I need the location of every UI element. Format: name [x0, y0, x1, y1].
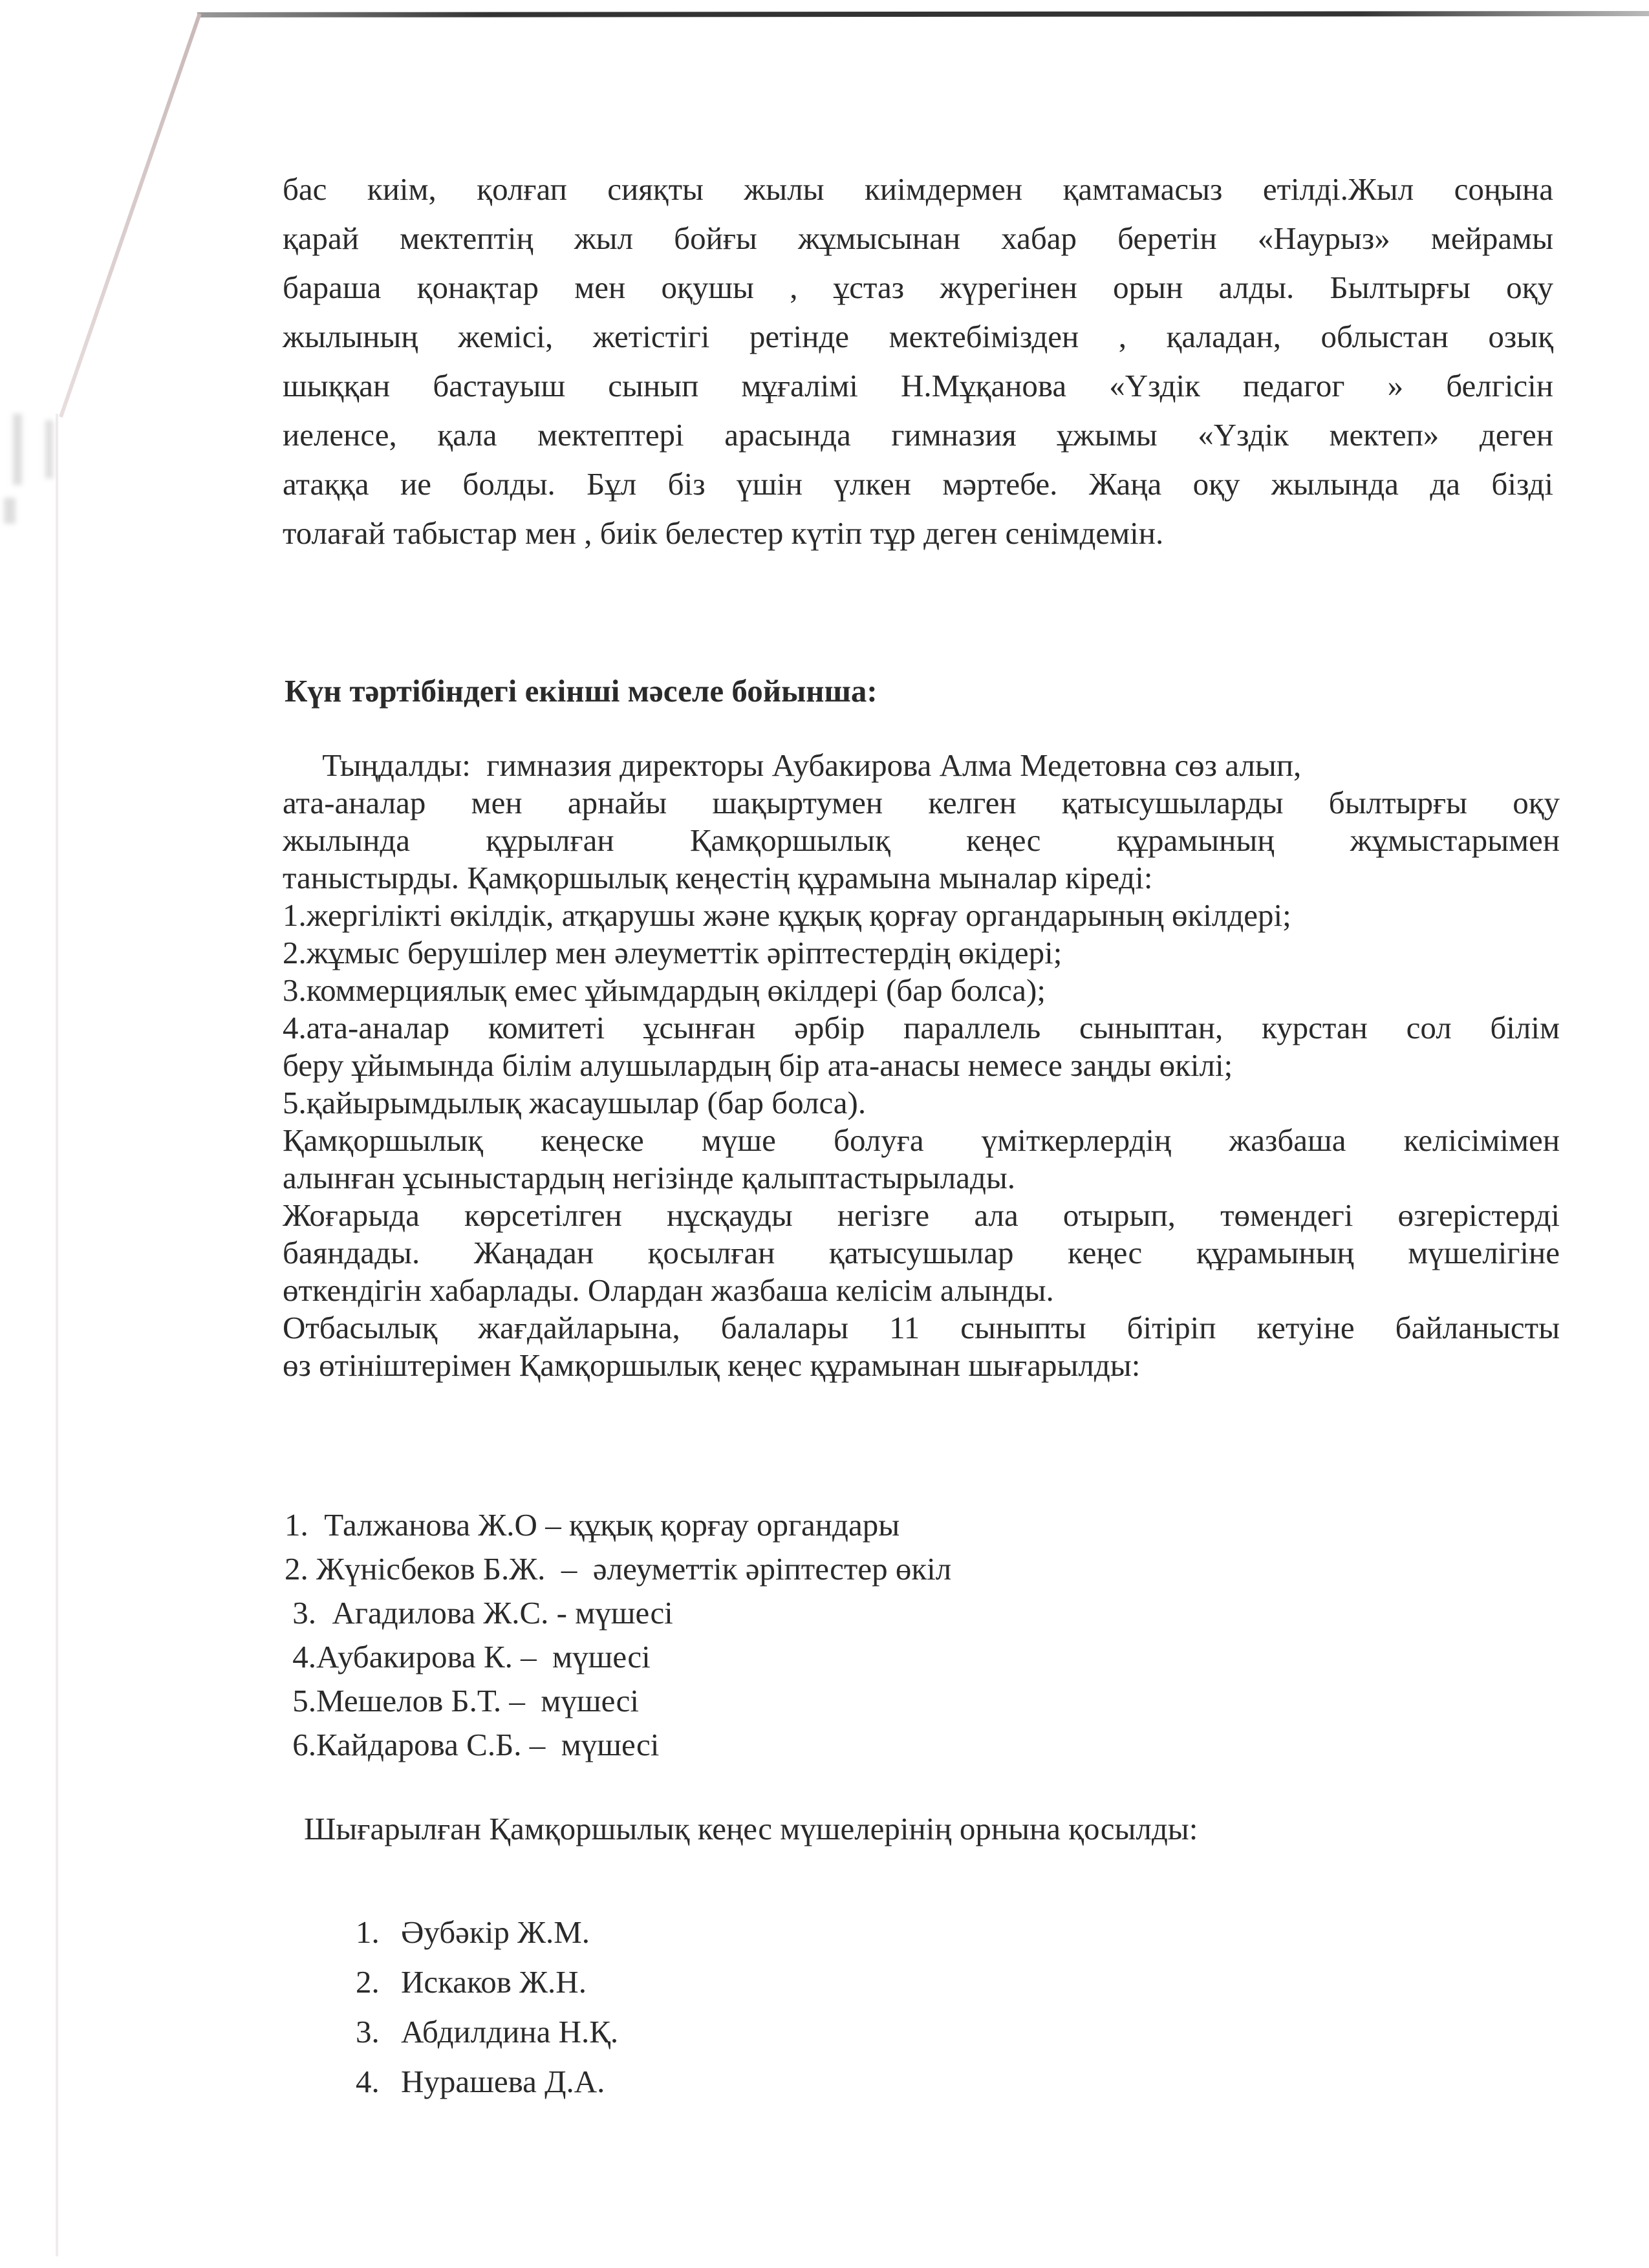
paragraph-1 — [283, 165, 1553, 558]
added-members-heading: Шығарылған Қамқоршылық кеңес мүшелерінің орнына қосылды: — [304, 1811, 1198, 1846]
member-name: Нурашева Д.А. — [401, 2064, 605, 2099]
paragraph-line: иеленсе, қала мектептері арасында гимназия ұжымы «Үздік мектеп» деген — [283, 417, 1553, 453]
paragraph-line: таныстырды. Қамқоршылық кеңестің құрамына мыналар кіреді: — [283, 860, 1153, 895]
scan-smudge — [13, 414, 22, 485]
paragraph-line: 3.коммерциялық емес ұйымдардың өкілдері (бар болса); — [283, 972, 1046, 1008]
paragraph-line: Қамқоршылық кеңеске мүше болуға үміткерлердің жазбаша келісімімен — [283, 1122, 1560, 1158]
scan-page-edge-left — [56, 414, 58, 2256]
scan-page-edge-top — [197, 11, 1649, 17]
paragraph-line: өз өтініштерімен Қамқоршылық кеңес құрамынан шығарылды: — [283, 1347, 1141, 1383]
added-member-item — [356, 1907, 618, 1957]
paragraph-line: өткендігін хабарлады. Олардан жазбаша келісім алынды. — [283, 1272, 1054, 1308]
scan-smudge — [4, 498, 16, 524]
member-name: Әубәкір Ж.М. — [401, 1914, 590, 1950]
removed-member-item: 5.Мешелов Б.Т. – мүшесі — [285, 1683, 639, 1718]
paragraph-line: 5.қайырымдылық жасаушылар (бар болса). — [283, 1085, 867, 1120]
removed-member-item: 6.Кайдарова С.Б. – мүшесі — [285, 1727, 660, 1762]
paragraph-line: беру ұйымында білім алушылардың бір ата-анасы немесе заңды өкілі; — [283, 1047, 1233, 1083]
paragraph-line: 2.жұмыс берушілер мен әлеуметтік әріптестердің өкідері; — [283, 935, 1062, 970]
member-name: Абдилдина Н.Қ. — [401, 2014, 619, 2049]
removed-member-item: 4.Аубакирова К. – мүшесі — [285, 1639, 651, 1674]
scan-page-edge-corner — [59, 13, 202, 418]
paragraph-line: жылының жемісі, жетістігі ретінде мектебімізден , қаладан, облыстан озық — [283, 319, 1553, 354]
removed-member-item: 2. Жүнісбеков Б.Ж. – әлеуметтік әріптестер өкіл — [285, 1551, 952, 1587]
agenda-heading: Күн тәртібіндегі екінші мәселе бойынша: — [285, 673, 878, 709]
paragraph-line: 1.жергілікті өкілдік, атқарушы және құқық қорғау органдарының өкілдері; — [283, 897, 1291, 933]
paragraph-line: Жоғарыда көрсетілген нұсқауды негізге ала отырып, төмендегі өзгерістерді — [283, 1197, 1560, 1233]
list-number: 1. — [356, 1914, 380, 1950]
paragraph-line: жылында құрылған Қамқоршылық кеңес құрамының жұмыстарымен — [283, 822, 1560, 858]
scan-smudge — [45, 420, 53, 478]
paragraph-line: шыққан бастауыш сынып мұғалімі Н.Мұқанова «Үздік педагог » белгісін — [283, 368, 1553, 403]
member-name: Искаков Ж.Н. — [401, 1964, 587, 2000]
paragraph-line: баяндады. Жаңадан қосылған қатысушылар кеңес құрамының мүшелігіне — [283, 1235, 1560, 1270]
paragraph-line: бараша қонақтар мен оқушы , ұстаз жүрегінен орын алды. Былтырғы оқу — [283, 270, 1553, 305]
list-number: 3. — [356, 2014, 380, 2049]
list-number: 2. — [356, 1964, 380, 2000]
paragraph-line: Отбасылық жағдайларына, балалары 11 сыныпты бітіріп кетуіне байланысты — [283, 1310, 1560, 1345]
added-member-item — [356, 1957, 618, 2007]
paragraph-line: Тыңдалды: гимназия директоры Аубакирова Алма Медетовна сөз алып, — [283, 747, 1302, 783]
added-member-item — [356, 2057, 618, 2106]
paragraph-line: атаққа ие болды. Бұл біз үшін үлкен мәртебе. Жаңа оқу жылында да бізді — [283, 466, 1553, 502]
paragraph-2 — [283, 747, 1560, 1384]
paragraph-line: бас киім, қолғап сияқты жылы киімдермен қамтамасыз етілді.Жыл соңына — [283, 171, 1553, 207]
removed-member-item: 1. Талжанова Ж.О – құқық қорғау органдары — [285, 1507, 900, 1543]
paragraph-line: 4.ата-аналар комитеті ұсынған әрбір параллель сыныптан, курстан сол білім — [283, 1010, 1560, 1045]
paragraph-line: ата-аналар мен арнайы шақыртумен келген қатысушыларды былтырғы оқу — [283, 785, 1560, 820]
removed-member-item: 3. Агадилова Ж.С. - мүшесі — [285, 1595, 673, 1631]
paragraph-line: қарай мектептің жыл бойғы жұмысынан хабар беретін «Наурыз» мейрамы — [283, 220, 1553, 256]
added-members-list — [356, 1907, 618, 2106]
paragraph-line: толағай табыстар мен , биік белестер күтіп тұр деген сенімдемін. — [283, 515, 1164, 551]
added-member-item — [356, 2007, 618, 2057]
paragraph-line: алынған ұсыныстардың негізінде қалыптастырылады. — [283, 1160, 1016, 1195]
removed-members-list — [285, 1503, 951, 1767]
list-number: 4. — [356, 2064, 380, 2099]
